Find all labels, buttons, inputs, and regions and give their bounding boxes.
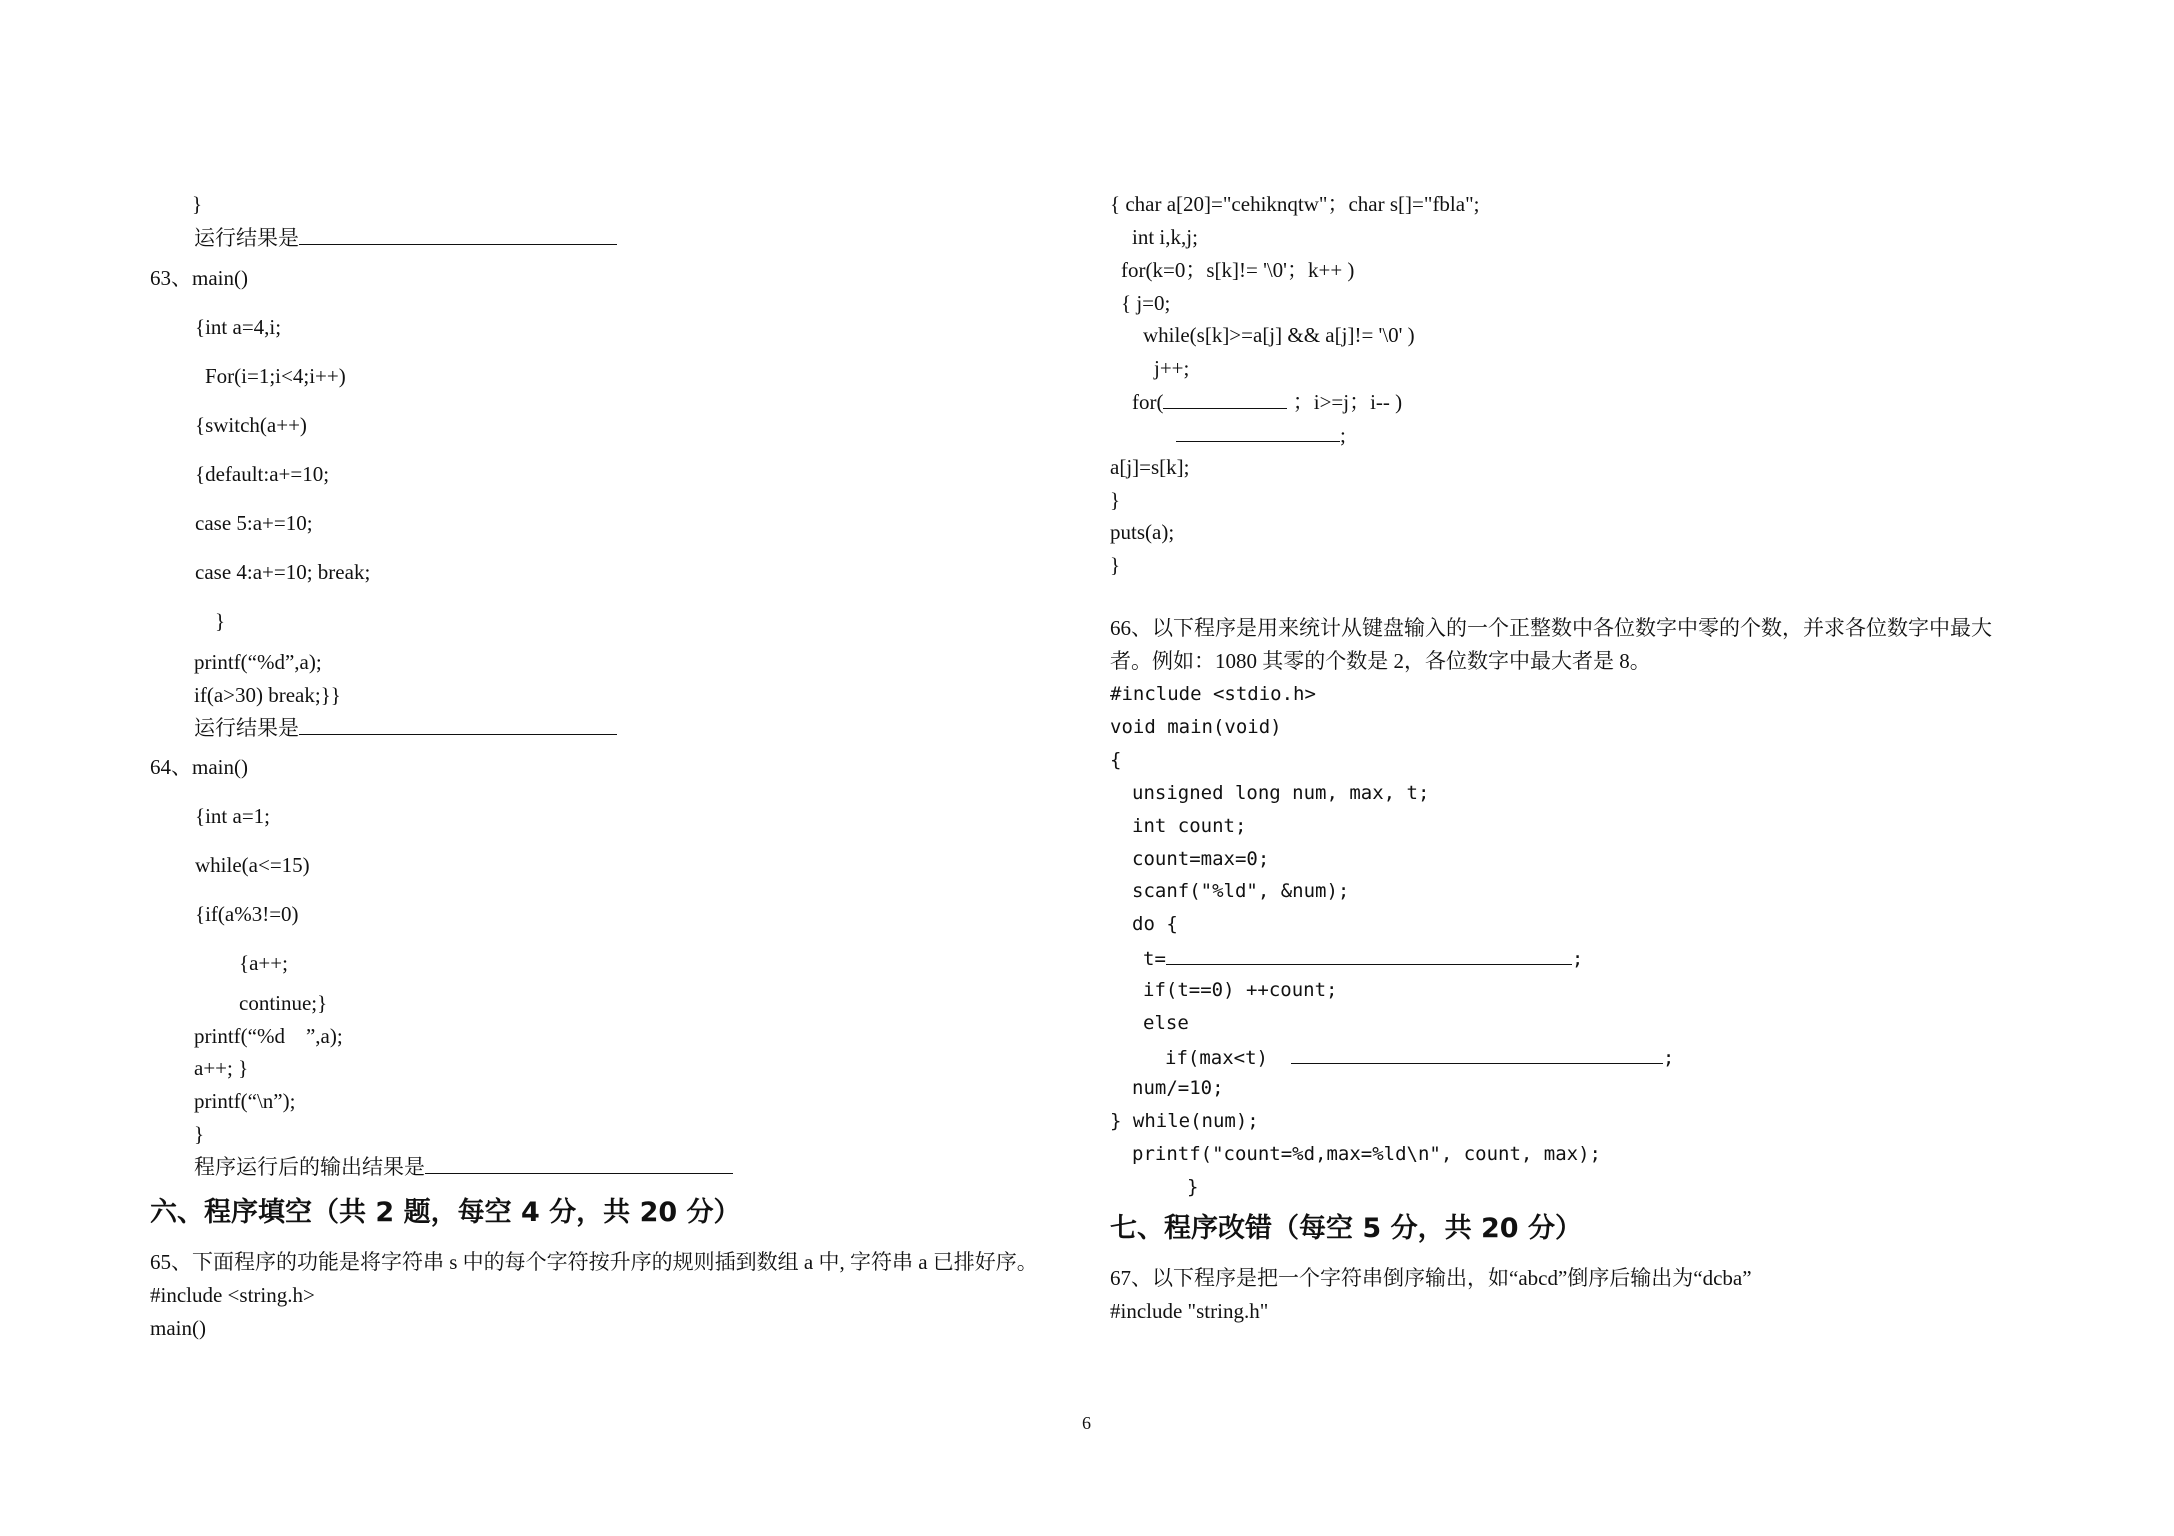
code-text: ;: [1662, 1047, 1675, 1069]
answer-prompt: 运行结果是: [194, 226, 299, 250]
answer-blank[interactable]: [299, 224, 617, 245]
code-line: printf(“%d”,a);: [194, 650, 322, 674]
code-line: main(): [150, 1316, 206, 1340]
code-line: } while(num);: [1110, 1110, 1259, 1132]
answer-prompt: 运行结果是: [194, 716, 299, 740]
answer-line-62: [194, 224, 617, 251]
question-66-text: 者。例如：1080 其零的个数是 2，各位数字中最大者是 8。: [1110, 649, 1651, 673]
code-text: if(max<t): [1165, 1047, 1268, 1069]
code-line: else: [1143, 1012, 1189, 1034]
code-line: #include "string.h": [1110, 1299, 1269, 1323]
code-line: scanf("%ld", &num);: [1132, 880, 1350, 902]
fill-line-66b: [1165, 1043, 1674, 1071]
code-line: case 5:a+=10;: [195, 511, 313, 535]
code-line: j++;: [1154, 356, 1190, 380]
question-65-text: 65、下面程序的功能是将字符串 s 中的每个字符按升序的规则插到数组 a 中, 字符串 a 已排好序。: [150, 1250, 1038, 1274]
question-66-text: 66、以下程序是用来统计从键盘输入的一个正整数中各位数字中零的个数，并求各位数字中最大: [1110, 616, 1992, 640]
fill-blank[interactable]: [1166, 944, 1572, 965]
code-line: }: [215, 609, 226, 633]
code-line: }: [1187, 1176, 1199, 1198]
code-line: {int a=1;: [195, 804, 270, 828]
code-line: {switch(a++): [195, 413, 307, 437]
code-line: int count;: [1132, 815, 1247, 837]
code-line: { j=0;: [1121, 291, 1171, 315]
code-line: num/=10;: [1132, 1077, 1224, 1099]
code-line: }: [1110, 488, 1121, 512]
code-line: #include <stdio.h>: [1110, 683, 1316, 705]
code-line: { char a[20]="cehiknqtw"；char s[]="fbla";: [1110, 192, 1480, 216]
fill-line-65b: [1176, 421, 1346, 448]
code-line: a[j]=s[k];: [1110, 455, 1190, 479]
code-text: ;: [1340, 423, 1346, 447]
code-line: while(a<=15): [195, 853, 310, 877]
answer-line-64: [194, 1153, 733, 1180]
fill-line-65a: [1132, 388, 1402, 415]
code-line: while(s[k]>=a[j] && a[j]!= '\0' ): [1143, 323, 1415, 347]
code-line: {: [1110, 749, 1122, 771]
code-text: ；i>=j；i-- ): [1292, 390, 1403, 414]
fill-blank[interactable]: [1291, 1043, 1663, 1064]
code-line: count=max=0;: [1132, 848, 1270, 870]
page-number: 6: [1082, 1413, 1091, 1433]
code-line: case 4:a+=10; break;: [195, 560, 371, 584]
code-line: do {: [1132, 913, 1178, 935]
code-line: puts(a);: [1110, 520, 1175, 544]
question-64-header: 64、main(): [150, 755, 248, 779]
code-line: #include <string.h>: [150, 1283, 315, 1307]
code-line: }: [192, 192, 203, 216]
code-text: for(: [1132, 390, 1164, 414]
code-line: printf("count=%d,max=%ld\n", count, max);: [1132, 1143, 1601, 1165]
code-line: if(a>30) break;}}: [194, 683, 341, 707]
code-line: a++; }: [194, 1056, 249, 1080]
code-line: }: [194, 1122, 205, 1146]
code-line: if(t==0) ++count;: [1143, 979, 1338, 1001]
code-line: {int a=4,i;: [195, 315, 282, 339]
answer-blank[interactable]: [425, 1153, 733, 1174]
answer-prompt: 程序运行后的输出结果是: [194, 1155, 425, 1179]
question-63-header: 63、main(): [150, 266, 248, 290]
code-line: for(k=0；s[k]!= '\0'；k++ ): [1121, 258, 1355, 282]
section-7-heading: 七、程序改错（每空 5 分，共 20 分）: [1110, 1213, 1582, 1244]
code-line: {a++;: [239, 951, 288, 975]
answer-line-63: [194, 714, 617, 741]
code-line: {if(a%3!=0): [195, 902, 299, 926]
code-line: printf(“%d ”,a);: [194, 1024, 343, 1048]
fill-line-66a: [1143, 944, 1583, 972]
code-line: }: [1110, 553, 1121, 577]
answer-blank[interactable]: [299, 714, 617, 735]
code-line: int i,k,j;: [1132, 225, 1198, 249]
code-line: void main(void): [1110, 716, 1282, 738]
code-line: continue;}: [239, 991, 328, 1015]
question-67-text: 67、以下程序是把一个字符串倒序输出，如“abcd”倒序后输出为“dcba”: [1110, 1266, 1752, 1290]
code-text: t=: [1143, 948, 1166, 970]
code-line: {default:a+=10;: [195, 462, 330, 486]
code-line: unsigned long num, max, t;: [1132, 782, 1430, 804]
code-text: ;: [1571, 948, 1584, 970]
fill-blank[interactable]: [1163, 388, 1287, 409]
code-line: For(i=1;i<4;i++): [205, 364, 346, 388]
section-6-heading: 六、程序填空（共 2 题，每空 4 分，共 20 分）: [150, 1197, 741, 1228]
code-line: printf(“\n”);: [194, 1089, 296, 1113]
fill-blank[interactable]: [1176, 421, 1340, 442]
